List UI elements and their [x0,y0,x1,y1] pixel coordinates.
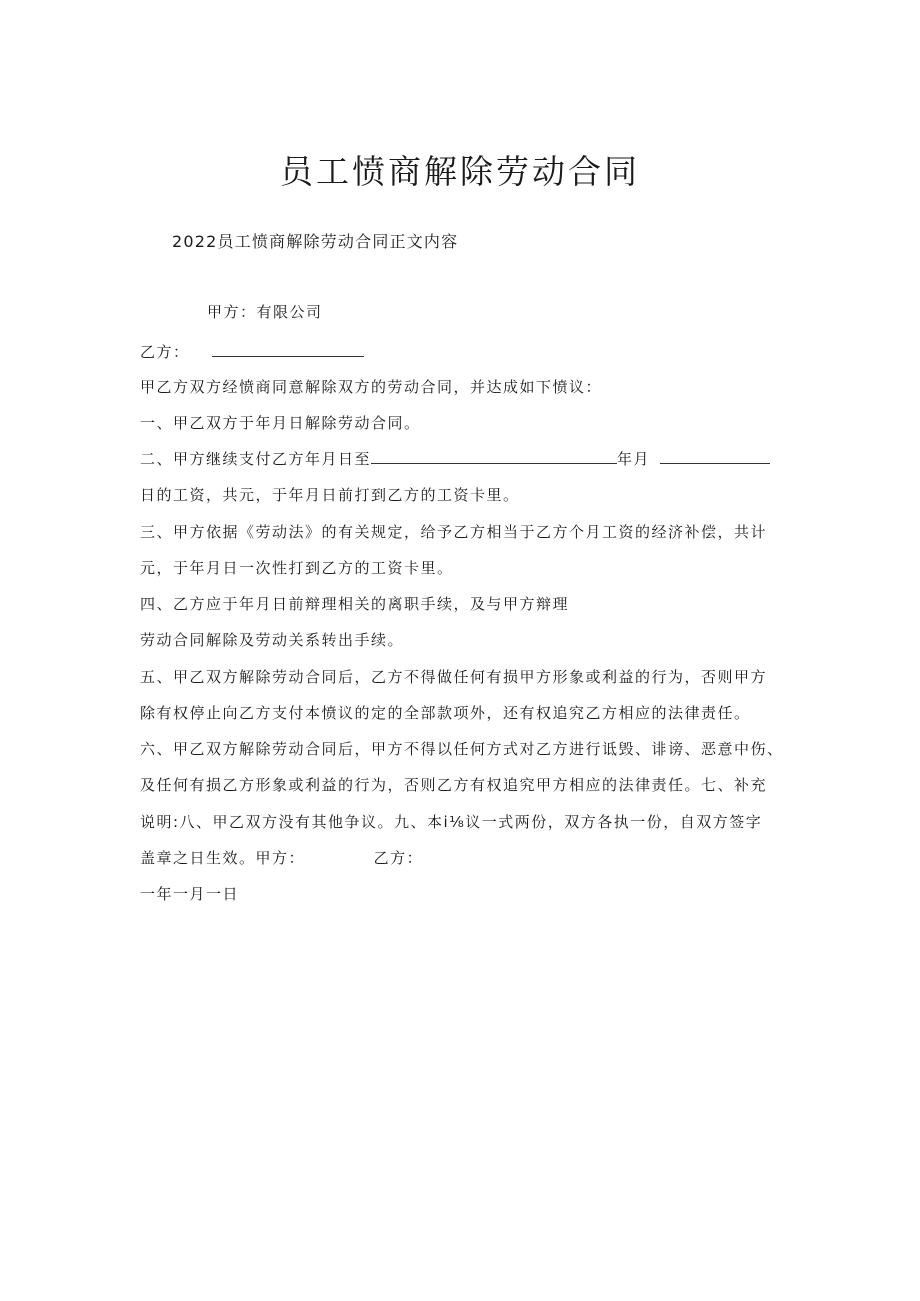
clause-6-line-3: 说明:八、甲乙双方没有其他争议。九、本i⅛议一式两份，双方各执一份，自双方签字 [140,813,763,831]
document-subtitle: 2022员工愤商解除劳动合同正文内容 [172,232,459,251]
clause-3-line-1: 三、甲方依据《劳动法》的有关规定，给予乙方相当于乙方个月工资的经济补偿，共计 [140,523,768,541]
clause-2-part-2: 年月 [617,450,651,468]
clause-2-blank-1 [371,447,617,464]
clause-5-line-2: 除有权停止向乙方支付本愤议的定的全部款项外，还有权追究乙方相应的法律责任。 [140,704,751,722]
party-b-line [140,340,785,364]
clause-2-part-1: 二、甲方继续支付乙方年月日至 [140,450,372,468]
clause-6-line-2: 及任何有损乙方形象或利益的行为，否则乙方有权追究甲方相应的法律责任。七、补充 [140,776,768,794]
clause-2-line-2: 日的工资，共元，于年月日前打到乙方的工资卡里。 [140,486,520,504]
signature-party-b: 乙方： [373,849,424,867]
intro-line: 甲乙方双方经愤商同意解除双方的劳动合同，并达成如下愤议： [140,378,603,396]
party-b-blank [212,340,364,357]
clause-4-line-1: 四、乙方应于年月日前辩理相关的离职手续，及与甲方辩理 [140,595,570,613]
clause-6-line-1: 六、甲乙双方解除劳动合同后，甲方不得以任何方式对乙方进行诋毁、诽谤、恶意中伤、 [140,740,784,758]
clause-1: 一、甲乙双方于年月日解除劳动合同。 [140,414,421,432]
party-a-line: 甲方：有限公司 [207,303,323,321]
clause-3-line-2: 元，于年月日一次性打到乙方的工资卡里。 [140,559,454,577]
signature-line [140,846,785,870]
date-line: 一年一月一日 [140,885,240,903]
party-b-label: 乙方： [140,343,190,361]
clause-4-line-2: 劳动合同解除及劳动关系转出手续。 [140,631,405,649]
document-title: 员工愤商解除劳动合同 [280,152,640,191]
clause-2-line-1 [140,447,785,471]
signature-party-a: 盖章之日生效。甲方： [140,849,306,867]
clause-5-line-1: 五、甲乙双方解除劳动合同后，乙方不得做任何有损甲方形象或利益的行为，否则甲方 [140,668,768,686]
clause-2-blank-2 [660,447,770,464]
